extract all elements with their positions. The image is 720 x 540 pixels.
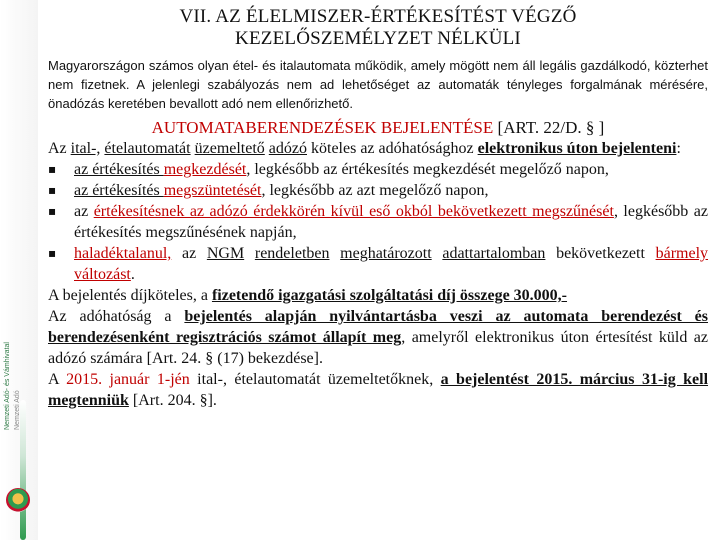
- text-underlined-red: haladéktalanul,: [74, 245, 172, 262]
- list-item: [48, 159, 708, 180]
- text-underlined: ételautomatát: [104, 140, 191, 157]
- title-line-2: KEZELŐSZEMÉLYZET NÉLKÜLI: [235, 28, 521, 49]
- text-underlined: az értékesítés: [74, 182, 164, 199]
- paragraph-fee: [48, 285, 708, 306]
- sidebar-vertical-text: Nemzeti Adó- és Vámhivatal: [4, 342, 11, 430]
- paragraph-obligation: [48, 138, 708, 159]
- text: , legkésőbb az azt megelőző napon,: [261, 182, 489, 199]
- section-title-main: AUTOMATABERENDEZÉSEK BEJELENTÉSE: [151, 118, 494, 137]
- list-item: [48, 201, 708, 243]
- text-underlined-bold: fizetendő igazgatási szolgáltatási díj összege 30.000,-: [211, 287, 568, 304]
- text-underlined-bold: elektronikus úton bejelenteni: [477, 140, 677, 157]
- text: az: [74, 203, 94, 220]
- text-underlined: adózó: [268, 140, 307, 157]
- sidebar-vertical-text-2: Nemzeti Adó: [14, 390, 21, 430]
- bullet-icon: ▪: [48, 204, 57, 218]
- paragraph-deadline: [48, 369, 708, 411]
- text: köteles az adóhatósághoz: [307, 140, 478, 157]
- text: [432, 245, 443, 262]
- section-title: [48, 118, 708, 138]
- text-underlined-bold: bejelentés alapján nyilvántartásba veszi az automata berendezést és berendezésenként regisztrációs számot állapít meg: [48, 308, 708, 346]
- text: , legkésőbb az értékesítés megszűnésének napján,: [74, 203, 709, 241]
- intro-paragraph: Magyarországon számos olyan étel- és italautomata működik, amely mögött nem áll legális gazdálkodó, közterhet nem fizetnek. A jelenlegi szabályozás nem ad lehetőséget az automaták tényleges forgalmának mérésére, önadózás keretében bevallott adó nem ellenőrizhető.: [48, 58, 708, 111]
- text: [Art. 204. §].: [128, 392, 217, 409]
- text: A: [48, 371, 67, 388]
- bullet-list: [48, 159, 708, 285]
- text: Az adóhatóság a: [48, 308, 185, 325]
- text: [329, 245, 340, 262]
- list-item: [48, 180, 708, 201]
- text: Az: [48, 140, 71, 157]
- text-underlined: rendeletben: [254, 245, 330, 262]
- text-underlined-red: bármely változást: [74, 245, 709, 283]
- text-underlined: az értékesítés: [74, 161, 164, 178]
- text-underlined: ital-,: [70, 140, 101, 157]
- text-red: 2015. január 1-jén: [66, 371, 190, 388]
- text: bekövetkezett: [545, 245, 656, 262]
- text-underlined: adattartalomban: [442, 245, 546, 262]
- section-title-reference: [ART. 22/D. § ]: [493, 118, 605, 137]
- text-underlined-red: megszüntetését: [163, 182, 262, 199]
- list-item: [48, 243, 708, 285]
- bullet-icon: ▪: [48, 162, 57, 176]
- title-line-1: VII. AZ ÉLELMISZER-ÉRTÉKESÍTÉST VÉGZŐ: [179, 6, 577, 27]
- text: ital-, ételautomatát üzemeltetőknek,: [189, 371, 441, 388]
- nav-logo-icon: [6, 488, 30, 512]
- text: :: [676, 140, 681, 157]
- sidebar-decoration: [0, 0, 38, 540]
- text-underlined: meghatározott: [340, 245, 432, 262]
- text: [244, 245, 255, 262]
- slide-content: [48, 0, 708, 411]
- page-title: [48, 6, 708, 50]
- text-underlined-bold: a bejelentést 2015. március 31-ig kell megtenniük: [48, 371, 709, 409]
- paragraph-registration: [48, 306, 708, 369]
- text: A bejelentés díjköteles, a: [48, 287, 212, 304]
- text: .: [130, 266, 135, 283]
- text: , amelyről elektronikus úton értesítést küld az adózó számára [Art. 24. § (17) bekezdése].: [48, 329, 708, 367]
- text-underlined: NGM: [206, 245, 245, 262]
- text: , legkésőbb az értékesítés megkezdését megelőző napon,: [246, 161, 609, 178]
- text: az: [171, 245, 207, 262]
- text-underlined-red: értékesítésnek az adózó érdekkörén kívül eső okból bekövetkezett megszűnését: [93, 203, 614, 220]
- text-underlined: üzemeltető: [194, 140, 265, 157]
- bullet-icon: ▪: [48, 246, 57, 260]
- text-underlined-red: megkezdését: [163, 161, 247, 178]
- bullet-icon: ▪: [48, 183, 57, 197]
